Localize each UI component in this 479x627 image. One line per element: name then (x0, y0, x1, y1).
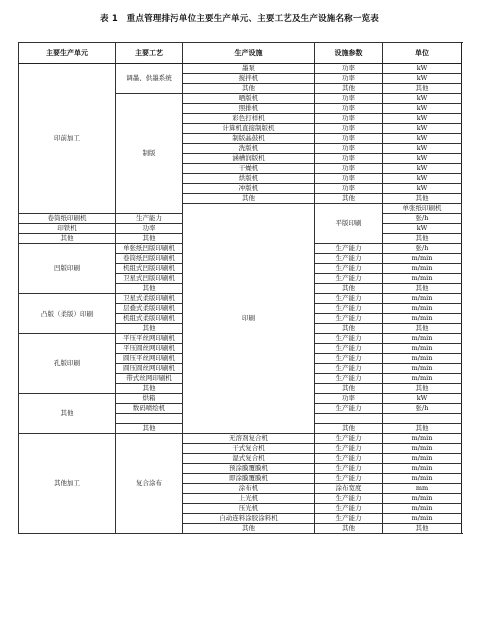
cell-facility: 其他 (183, 194, 315, 204)
cell-facility: 卫星式柔版印刷机 (116, 294, 183, 304)
cell-facility: 印铁机 (19, 224, 116, 234)
cell-measure-unit (383, 414, 462, 424)
cell-process: 凸版（柔版）印刷 (19, 294, 116, 334)
cell-parameter: 功率 (315, 394, 383, 404)
cell-parameter: 功率 (315, 164, 383, 174)
cell-process: 凹版印刷 (19, 244, 116, 294)
cell-facility: 其他 (183, 524, 315, 534)
cell-measure-unit: m/min (383, 374, 462, 384)
cell-measure-unit: 其他 (383, 424, 462, 434)
cell-facility (116, 414, 183, 424)
cell-facility: 涂布机 (183, 484, 315, 494)
cell-parameter: 生产能力 (315, 474, 383, 484)
cell-facility: 平压平丝网印刷机 (116, 334, 183, 344)
cell-facility: 机组式柔版印刷机 (116, 314, 183, 324)
cell-parameter: 其他 (315, 384, 383, 394)
cell-parameter: 生产能力 (315, 434, 383, 444)
cell-process: 孔版印刷 (19, 334, 116, 394)
cell-facility: 其他 (116, 424, 183, 434)
cell-parameter: 其他 (315, 84, 383, 94)
cell-facility: 圆压圆丝网印刷机 (116, 364, 183, 374)
cell-parameter: 生产能力 (315, 274, 383, 284)
cell-measure-unit: 张/h (383, 404, 462, 414)
cell-measure-unit: 张/h (383, 214, 462, 224)
cell-facility: 预涂膜覆膜机 (183, 464, 315, 474)
facility-table (18, 42, 462, 534)
cell-parameter: 生产能力 (315, 364, 383, 374)
cell-process: 其他 (19, 394, 116, 434)
cell-measure-unit: kW (383, 154, 462, 164)
cell-facility: 涵槽润版机 (183, 154, 315, 164)
cell-facility: 其他 (183, 84, 315, 94)
cell-parameter: 功率 (315, 74, 383, 84)
cell-parameter: 生产能力 (315, 264, 383, 274)
cell-parameter: 其他 (315, 524, 383, 534)
cell-measure-unit: 其他 (383, 324, 462, 334)
cell-facility: 其他 (19, 234, 116, 244)
cell-parameter: 生产能力 (315, 514, 383, 524)
cell-measure-unit: kW (383, 64, 462, 74)
cell-measure-unit: m/min (383, 304, 462, 314)
cell-facility: 圆压平丝网印刷机 (116, 354, 183, 364)
cell-facility: 数码喷绘机 (116, 404, 183, 414)
cell-facility: 墨泵 (183, 64, 315, 74)
cell-parameter: 生产能力 (315, 354, 383, 364)
cell-measure-unit: 其他 (383, 524, 462, 534)
cell-parameter: 生产能力 (315, 254, 383, 264)
cell-facility: 彩色打样机 (183, 114, 315, 124)
cell-parameter: 功率 (315, 124, 383, 134)
cell-parameter: 生产能力 (315, 244, 383, 254)
cell-measure-unit: 其他 (383, 84, 462, 94)
cell-measure-unit: 其他 (383, 384, 462, 394)
cell-measure-unit: kW (383, 174, 462, 184)
cell-parameter: 生产能力 (315, 494, 383, 504)
cell-facility: 单张纸印刷机 (383, 204, 462, 214)
cell-measure-unit: 其他 (383, 194, 462, 204)
cell-measure-unit: kW (383, 74, 462, 84)
cell-parameter: 生产能力 (315, 334, 383, 344)
cell-measure-unit: m/min (383, 354, 462, 364)
cell-measure-unit: kW (383, 104, 462, 114)
cell-measure-unit: kW (383, 184, 462, 194)
cell-measure-unit: m/min (383, 334, 462, 344)
cell-parameter: 生产能力 (315, 504, 383, 514)
cell-facility: 计算机直接制版机 (183, 124, 315, 134)
cell-facility: 其他 (116, 284, 183, 294)
cell-process: 调墨、供墨系统 (116, 64, 183, 94)
cell-process: 复合涂布 (116, 434, 183, 534)
cell-facility: 平压圆丝网印刷机 (116, 344, 183, 354)
cell-facility: 上光机 (183, 494, 315, 504)
cell-facility: 自动连料涂胶涂料机 (183, 514, 315, 524)
cell-measure-unit: m/min (383, 344, 462, 354)
cell-facility: 烘版机 (183, 174, 315, 184)
cell-facility: 带式丝网印刷机 (116, 374, 183, 384)
cell-measure-unit: m/min (383, 264, 462, 274)
cell-measure-unit: kW (383, 124, 462, 134)
cell-facility: 烘箱 (116, 394, 183, 404)
table-row (19, 434, 462, 444)
cell-facility: 冲版机 (183, 184, 315, 194)
cell-facility: 卷筒纸印刷机 (19, 214, 116, 224)
cell-parameter: 功率 (315, 94, 383, 104)
cell-parameter: 生产能力 (116, 214, 183, 224)
table-caption: 表 1 重点管理排污单位主要生产单元、主要工艺及生产设施名称一览表 (100, 14, 379, 24)
cell-parameter: 其他 (315, 194, 383, 204)
cell-measure-unit: 张/h (383, 244, 462, 254)
cell-facility: 洗版机 (183, 144, 315, 154)
cell-measure-unit: kW (383, 134, 462, 144)
header-param: 设施参数 (315, 43, 383, 64)
cell-production-unit: 印刷 (183, 204, 315, 434)
cell-parameter: 生产能力 (315, 314, 383, 324)
cell-facility: 卷筒纸凹版印刷机 (116, 254, 183, 264)
cell-facility: 无溶剂复合机 (183, 434, 315, 444)
cell-measure-unit: kW (383, 114, 462, 124)
table-body (19, 64, 462, 534)
cell-process: 制版 (116, 94, 183, 214)
cell-parameter: 功率 (315, 64, 383, 74)
cell-measure-unit: 其他 (383, 284, 462, 294)
cell-measure-unit: kW (383, 224, 462, 234)
cell-parameter: 功率 (315, 104, 383, 114)
cell-facility: 机组式凹版印刷机 (116, 264, 183, 274)
cell-measure-unit: m/min (383, 254, 462, 264)
table-row (19, 64, 462, 74)
cell-facility: 其他 (116, 324, 183, 334)
header-unit: 主要生产单元 (19, 43, 116, 64)
cell-production-unit: 印前加工 (19, 64, 116, 214)
cell-measure-unit: m/min (383, 444, 462, 454)
header-measure: 单位 (383, 43, 462, 64)
cell-parameter: 功率 (315, 184, 383, 194)
header-facility: 生产设施 (183, 43, 315, 64)
cell-measure-unit: kW (383, 94, 462, 104)
cell-parameter: 生产能力 (315, 464, 383, 474)
cell-measure-unit: m/min (383, 454, 462, 464)
cell-process: 平版印刷 (315, 204, 383, 244)
cell-facility: 其他 (116, 384, 183, 394)
cell-parameter: 其他 (315, 424, 383, 434)
cell-measure-unit: m/min (383, 364, 462, 374)
cell-parameter: 生产能力 (315, 404, 383, 414)
cell-facility: 干式复合机 (183, 444, 315, 454)
cell-parameter: 功率 (116, 224, 183, 234)
cell-measure-unit: kW (383, 394, 462, 404)
cell-parameter: 生产能力 (315, 304, 383, 314)
cell-facility: 卫星式凹版印刷机 (116, 274, 183, 284)
cell-parameter: 功率 (315, 154, 383, 164)
cell-measure-unit: m/min (383, 314, 462, 324)
cell-parameter: 生产能力 (315, 294, 383, 304)
cell-measure-unit: m/min (383, 434, 462, 444)
cell-measure-unit: kW (383, 164, 462, 174)
cell-facility: 晒版机 (183, 94, 315, 104)
cell-facility: 湿式复合机 (183, 454, 315, 464)
cell-parameter: 生产能力 (315, 454, 383, 464)
cell-facility: 制版晶鼓机 (183, 134, 315, 144)
cell-measure-unit: m/min (383, 474, 462, 484)
cell-parameter: 生产能力 (315, 344, 383, 354)
cell-facility: 层叠式柔版印刷机 (116, 304, 183, 314)
cell-facility: 单张纸凹版印刷机 (116, 244, 183, 254)
cell-parameter: 生产能力 (315, 374, 383, 384)
cell-measure-unit: kW (383, 144, 462, 154)
cell-parameter: 功率 (315, 134, 383, 144)
cell-measure-unit: m/min (383, 494, 462, 504)
cell-facility: 搅拌机 (183, 74, 315, 84)
cell-parameter: 其他 (315, 284, 383, 294)
cell-facility: 压光机 (183, 504, 315, 514)
cell-parameter: 功率 (315, 114, 383, 124)
cell-parameter (315, 414, 383, 424)
cell-parameter: 其他 (116, 234, 183, 244)
cell-measure-unit: m/min (383, 504, 462, 514)
cell-parameter: 其他 (315, 324, 383, 334)
cell-measure-unit: m/min (383, 464, 462, 474)
cell-parameter: 涂布宽度 (315, 484, 383, 494)
cell-parameter: 生产能力 (315, 444, 383, 454)
cell-measure-unit: 其他 (383, 234, 462, 244)
cell-measure-unit: m/min (383, 514, 462, 524)
cell-measure-unit: m/min (383, 274, 462, 284)
cell-parameter: 功率 (315, 174, 383, 184)
cell-facility: 照排机 (183, 104, 315, 114)
cell-production-unit: 其他加工 (19, 434, 116, 534)
cell-facility: 即涂膜覆膜机 (183, 474, 315, 484)
cell-facility: 干燥机 (183, 164, 315, 174)
table-header-row (19, 43, 462, 64)
header-process: 主要工艺 (116, 43, 183, 64)
cell-measure-unit: mm (383, 484, 462, 494)
cell-measure-unit: m/min (383, 294, 462, 304)
cell-parameter: 功率 (315, 144, 383, 154)
